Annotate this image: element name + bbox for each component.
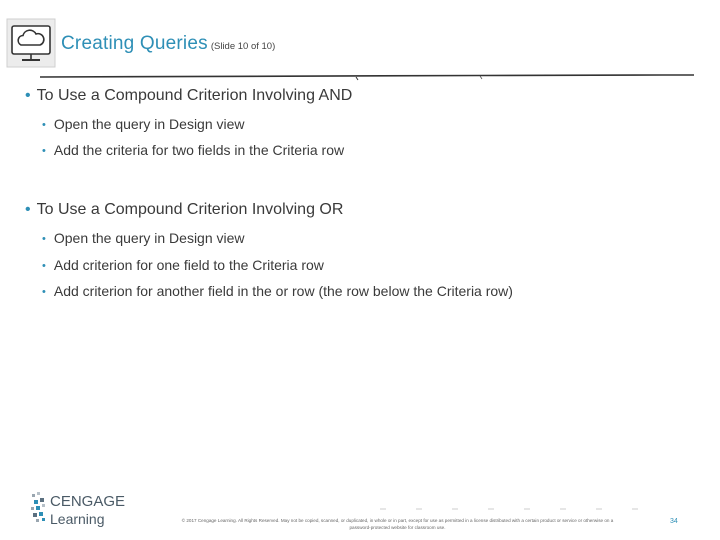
copyright-line: © 2017 Cengage Learning. All Rights Reserved. May not be copied, scanned, or duplicated, in whole or in part, except for use as permitted in a license distributed with a certain product or service or otherwise on a	[181, 518, 614, 523]
list-item	[42, 230, 245, 246]
brand-line-1: CENGAGE	[50, 493, 126, 510]
bullet-icon: •	[42, 233, 46, 245]
brand-line-2: Learning	[50, 511, 105, 527]
heading-text: To Use a Compound Criterion Involving AND	[36, 87, 353, 104]
list-item-text: Add the criteria for two fields in the Criteria row	[53, 142, 345, 158]
list-item-text: Add criterion for one field to the Criteria row	[53, 257, 324, 273]
bullet-icon: •	[42, 260, 46, 272]
bullet-heading-and	[25, 87, 352, 105]
list-item-text: Add criterion for another field in the or row (the row below the Criteria row)	[53, 283, 513, 299]
page-number: 34	[670, 518, 678, 525]
bullet-icon: •	[42, 286, 46, 298]
cengage-logo	[30, 489, 130, 529]
slide-counter: (Slide 10 of 10)	[210, 41, 276, 52]
bullet-icon: •	[25, 201, 31, 218]
list-item-text: Open the query in Design view	[53, 116, 245, 132]
list-item	[42, 283, 513, 299]
heading-text: To Use a Compound Criterion Involving OR	[36, 201, 344, 218]
page-title	[61, 33, 275, 55]
bullet-icon: •	[42, 119, 46, 131]
header-divider	[40, 72, 694, 84]
footer-divider	[380, 507, 640, 511]
bullet-icon: •	[25, 87, 31, 104]
bullet-heading-or	[25, 201, 343, 219]
bullet-icon: •	[42, 145, 46, 157]
cengage-logo-mark-icon	[31, 492, 45, 522]
copyright-notice	[140, 518, 655, 531]
title-text: Creating Queries	[61, 33, 208, 54]
cloud-monitor-icon	[6, 18, 56, 68]
list-item	[42, 257, 324, 273]
list-item	[42, 142, 344, 158]
list-item	[42, 116, 245, 132]
copyright-line: password-protected website for classroom use.	[349, 524, 446, 530]
list-item-text: Open the query in Design view	[53, 230, 245, 246]
